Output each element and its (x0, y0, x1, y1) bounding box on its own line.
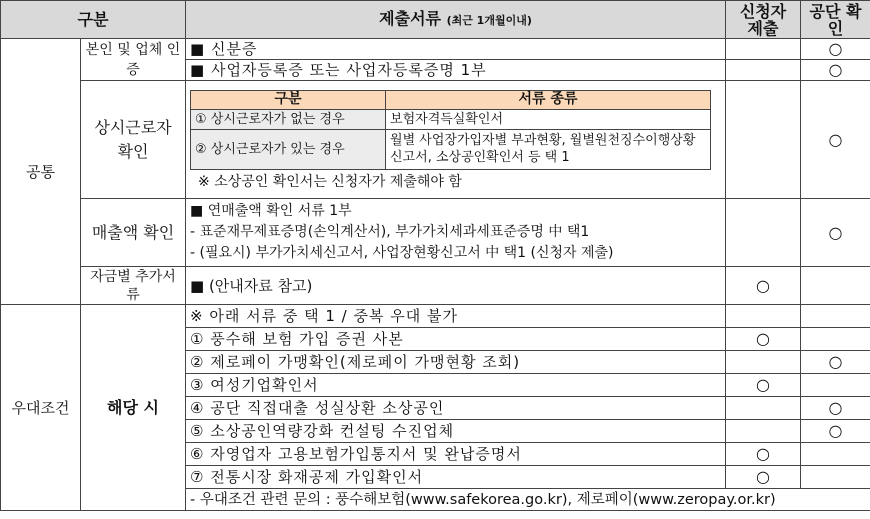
pref-item-1-col4 (801, 328, 870, 351)
funds-row (1, 267, 870, 305)
pref-item-7-col3: ○ (726, 466, 801, 489)
common-label: 공통 (1, 39, 81, 305)
pref-item-4: ④ 공단 직접대출 성실상환 소상공인 (186, 397, 726, 420)
sales-row (1, 199, 870, 267)
workers-col3 (726, 81, 801, 199)
pref-item-4-col3 (726, 397, 801, 420)
workers-note: ※ 소상공인 확인서는 신청자가 제출해야 함 (198, 173, 462, 190)
funds-check: ○ (726, 267, 801, 305)
pref-item-3: ③ 여성기업확인서 (186, 374, 726, 397)
workers-cell (186, 81, 726, 199)
pref-item-3-col3: ○ (726, 374, 801, 397)
pref-item-2-col3 (726, 351, 801, 374)
pref-item-1-col3: ○ (726, 328, 801, 351)
pref-item-5-col4: ○ (801, 420, 870, 443)
sales-cell (186, 199, 726, 267)
pref-item-7: ⑦ 전통시장 화재공제 가입확인서 (186, 466, 726, 489)
inner-docs-1: 보험자격득실확인서 (386, 109, 711, 129)
pref-footer: - 우대조건 관련 문의 : 풍수해보험(www.safekorea.go.kr), 제로페이(www.zeropay.or.kr) (186, 489, 870, 511)
inner-header-category: 구분 (191, 90, 386, 109)
identity-row-1 (1, 39, 870, 60)
inner-case-1: ① 상시근로자가 없는 경우 (191, 109, 386, 129)
identity-item-business: ■ 사업자등록증 또는 사업자등록증명 1부 (186, 60, 726, 81)
workers-inner-table (190, 90, 711, 170)
pref-item-6: ⑥ 자영업자 고용보험가입통지서 및 완납증명서 (186, 443, 726, 466)
header-documents (186, 1, 726, 39)
workers-row (1, 81, 870, 199)
funds-item: ■ (안내자료 참고) (186, 267, 726, 305)
pref-note: ※ 아래 서류 중 택 1 / 중복 우대 불가 (186, 305, 726, 328)
sales-label: 매출액 확인 (81, 199, 186, 267)
header-documents-main: 제출서류 (379, 8, 441, 28)
inner-header-docs: 서류 종류 (386, 90, 711, 109)
sales-line-1: ■ 연매출액 확인 서류 1부 (190, 203, 352, 219)
pref-item-5-col3 (726, 420, 801, 443)
preferential-table (0, 304, 870, 511)
pref-item-3-col4 (801, 374, 870, 397)
workers-check: ○ (801, 81, 870, 199)
pref-note-col4 (801, 305, 870, 328)
pref-item-4-col4: ○ (801, 397, 870, 420)
pref-item-5: ⑤ 소상공인역량강화 컨설팅 수진업체 (186, 420, 726, 443)
header-category: 구분 (1, 1, 186, 39)
identity-col3-2 (726, 60, 801, 81)
sales-col3 (726, 199, 801, 267)
inner-case-2: ② 상시근로자가 있는 경우 (191, 129, 386, 169)
sales-line-2: - 표준재무제표증명(손익계산서), 부가가치세과세표준증명 中 택1 (190, 224, 590, 240)
funds-label: 자금별 추가서류 (81, 267, 186, 305)
inner-docs-2: 월별 사업장가입자별 부과현황, 월별원천징수이행상황신고서, 소상공인확인서 등 택 1 (386, 129, 711, 169)
pref-item-2-col4: ○ (801, 351, 870, 374)
identity-label: 본인 및 업체 인증 (81, 39, 186, 81)
preferential-label: 우대조건 (1, 305, 81, 511)
pref-item-1: ① 풍수해 보험 가입 증권 사본 (186, 328, 726, 351)
header-documents-sub: (최근 1개월이내) (446, 13, 532, 27)
header-applicant: 신청자 제출 (726, 1, 801, 39)
pref-item-2: ② 제로페이 가맹확인(제로페이 가맹현황 조회) (186, 351, 726, 374)
identity-col3-1 (726, 39, 801, 60)
identity-item-id: ■ 신분증 (186, 39, 726, 60)
sales-check: ○ (801, 199, 870, 267)
identity-check-2: ○ (801, 60, 870, 81)
header-row (1, 1, 870, 39)
pref-item-6-col3: ○ (726, 443, 801, 466)
preferential-sub-label: 해당 시 (81, 305, 186, 511)
pref-note-row (1, 305, 870, 328)
funds-col4 (801, 267, 870, 305)
sales-line-3: - (필요시) 부가가치세신고서, 사업장현황신고서 中 택1 (신청자 제출) (190, 245, 614, 261)
header-agency: 공단 확인 (801, 1, 870, 39)
pref-item-6-col4 (801, 443, 870, 466)
pref-item-7-col4 (801, 466, 870, 489)
workers-label: 상시근로자 확인 (81, 81, 186, 199)
pref-note-col3 (726, 305, 801, 328)
identity-check-1: ○ (801, 39, 870, 60)
